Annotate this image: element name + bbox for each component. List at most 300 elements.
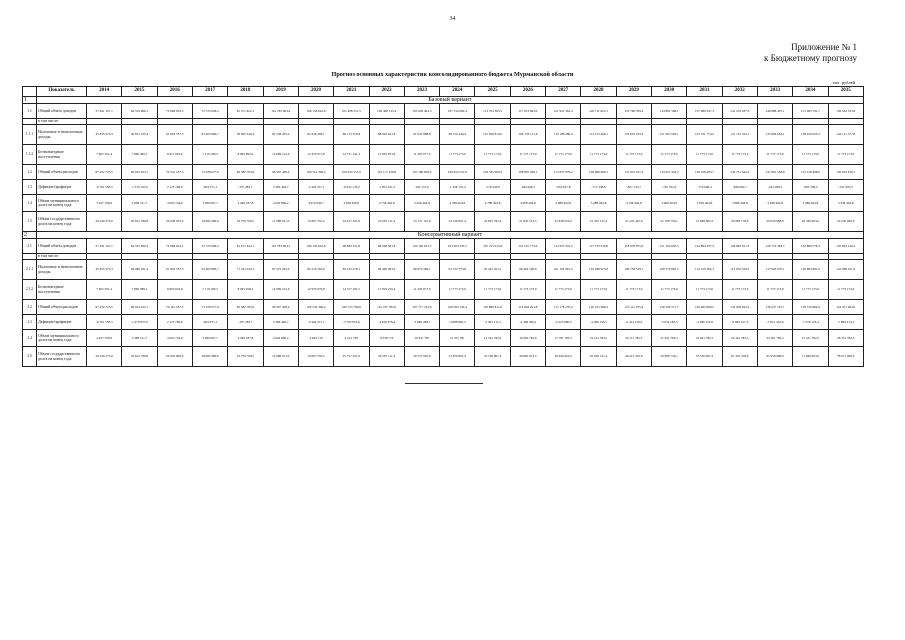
value-cell: 4 093 744,0: [157, 330, 192, 347]
value-cell: 61 843 337,3: [157, 260, 192, 280]
value-cell: 108 954 531,8: [440, 165, 475, 180]
forecast-table: [22, 86, 864, 367]
value-cell: 138 019 625,2: [793, 125, 828, 145]
row-number: 1.1.2: [23, 145, 37, 165]
value-cell: 11 773 173,0: [652, 145, 687, 165]
value-cell: 78 671 000,0: [828, 347, 863, 367]
value-cell: 91 932 888,8: [404, 125, 439, 145]
value-cell: 55 530 907,2: [687, 347, 722, 367]
value-cell: -839 664,7: [722, 180, 757, 195]
value-cell: 57 641 167,1: [87, 239, 122, 254]
value-cell: 4 260 187,8: [228, 330, 263, 347]
value-cell: 21 845 513,5: [510, 212, 545, 232]
table-row: [23, 239, 864, 254]
value-cell: 13 819 276,4: [369, 280, 404, 300]
value-cell: 88 942 041,6: [369, 125, 404, 145]
value-cell: 11 773 173,0: [828, 280, 863, 300]
value-cell: 11 773 173,0: [828, 145, 863, 165]
value-cell: 5 288 404,8: [581, 195, 616, 212]
value-cell: 115 723 536,8: [581, 239, 616, 254]
value-cell: 4 521 736: [334, 330, 369, 347]
value-cell: 61 455 378,0: [722, 347, 757, 367]
table-row: [23, 125, 864, 145]
row-label: в том числе:: [37, 254, 87, 260]
value-cell: -776 226,6: [475, 180, 510, 195]
value-cell: -4 223 060,2: [546, 315, 581, 330]
value-cell: 100 182 812,5: [404, 239, 439, 254]
value-cell: 119 023 193,2: [616, 125, 651, 145]
value-cell: 11 773 173,0: [510, 145, 545, 165]
header-year: 2027: [546, 87, 581, 97]
value-cell: 107 215 915,8: [475, 239, 510, 254]
value-cell: -4 468 509,2: [510, 315, 545, 330]
table-row: [23, 315, 864, 330]
value-cell: 23 137 101,8: [404, 212, 439, 232]
value-cell: 22 601 782,4: [475, 212, 510, 232]
header-year: 2033: [757, 87, 792, 97]
value-cell: 70 541 187,5: [157, 165, 192, 180]
header-year: 2029: [616, 87, 651, 97]
value-cell: 7 605 591,4: [87, 280, 122, 300]
value-cell: 9 911 816,6: [157, 145, 192, 165]
value-cell: -3 866 488,1: [404, 315, 439, 330]
value-cell: 20 650 000,0: [157, 347, 192, 367]
row-label: Налоговые и неналоговые доходы: [37, 125, 87, 145]
value-cell: 95 441 453,1: [475, 260, 510, 280]
value-cell: 42 636 131,4: [581, 347, 616, 367]
value-cell: 139 576 984,6: [793, 300, 828, 315]
value-cell: 5 028 404,8: [404, 195, 439, 212]
value-cell: 17 781 782,5: [546, 330, 581, 347]
value-cell: 14 909 212,6: [263, 280, 298, 300]
value-cell: 21 651 782,5: [652, 330, 687, 347]
value-cell: 27 101 782,5: [793, 330, 828, 347]
header-year: 2021: [334, 87, 369, 97]
value-cell: 107 180 836,2: [404, 165, 439, 180]
value-cell: 11 773 173,0: [616, 280, 651, 300]
value-cell: 98 462 199,6: [510, 260, 545, 280]
value-cell: 11 773 173,0: [581, 280, 616, 300]
value-cell: 16 005 782,6: [510, 330, 545, 347]
annex-line-2: к Бюджетному прогнозу: [764, 53, 857, 63]
value-cell: 125 721 774,2: [687, 125, 722, 145]
value-cell: 29 597 111,4: [369, 347, 404, 367]
value-cell: -245 098,5: [757, 180, 792, 195]
value-cell: -337 283,7: [228, 180, 263, 195]
value-cell: 4 758 404,8: [369, 195, 404, 212]
value-cell: -944 928,1: [510, 180, 545, 195]
value-cell: -3 916 376,4: [369, 315, 404, 330]
header-year: 2018: [228, 87, 263, 97]
value-cell: -1 378 197,0: [122, 180, 157, 195]
value-cell: 66 024 922,1: [122, 300, 157, 315]
value-cell: 12 979 979,8: [298, 280, 333, 300]
row-number: 1.1: [23, 104, 37, 119]
value-cell: 131 131 764,1: [722, 125, 757, 145]
value-cell: 85 226 296,1: [298, 125, 333, 145]
value-cell: 133 790 769,2: [616, 104, 651, 119]
value-cell: 87 219 292,0: [263, 260, 298, 280]
value-cell: 4 626 719: [298, 330, 333, 347]
value-cell: 20 450 000,0: [828, 212, 863, 232]
value-cell: 8 995 892,0: [228, 145, 263, 165]
value-cell: -1 955 221,2: [369, 180, 404, 195]
value-cell: 131 621 911,2: [616, 165, 651, 180]
value-cell: 58 665 546,4: [228, 125, 263, 145]
value-cell: 107 717 232,6: [404, 300, 439, 315]
value-cell: -7 809 413,2: [828, 315, 863, 330]
header-year: 2020: [298, 87, 333, 97]
section-row: [23, 97, 864, 104]
value-cell: 2 927 706,9: [87, 195, 122, 212]
value-cell: -9 791 558,3: [87, 315, 122, 330]
header-year: 2015: [122, 87, 157, 97]
value-cell: 100 723 780,8: [334, 300, 369, 315]
row-label: Общий объем доходов: [37, 104, 87, 119]
value-cell: 141 253 437,3: [722, 104, 757, 119]
value-cell: 24 038 955,0: [157, 212, 192, 232]
value-cell: 3 386 406,7: [263, 315, 298, 330]
value-cell: -821 743,7: [616, 180, 651, 195]
table-row: [23, 280, 864, 300]
section-title: Консервативный вариант: [37, 232, 864, 239]
header-no: [23, 87, 37, 97]
value-cell: 101 782 904,4: [263, 104, 298, 119]
value-cell: 11 773 173,0: [475, 145, 510, 165]
row-number: 1.1.1: [23, 125, 37, 145]
value-cell: 3 238 404,8: [828, 195, 863, 212]
table-row: [23, 195, 864, 212]
value-cell: -3 795 874,6: [334, 315, 369, 330]
value-cell: 4 620 869,2: [263, 195, 298, 212]
footer-divider: [405, 383, 483, 384]
value-cell: 101 197 782,0: [369, 300, 404, 315]
value-cell: 10 651 781: [404, 330, 439, 347]
units-note: тыс. рублей: [832, 80, 855, 85]
value-cell: 106 083 130,4: [440, 300, 475, 315]
value-cell: 24 617 321,9: [334, 212, 369, 232]
value-cell: 106 758 518,1: [616, 260, 651, 280]
row-number: 2.3: [23, 315, 37, 330]
value-cell: 7 605 591,4: [87, 145, 122, 165]
value-cell: 20 652 789,8: [122, 212, 157, 232]
value-cell: 98 397 499,4: [263, 300, 298, 315]
value-cell: 3 818 404,8: [687, 195, 722, 212]
value-cell: 84 409 363,6: [369, 260, 404, 280]
value-cell: 136 237 167,1: [757, 300, 792, 315]
section-title: Базовый вариант: [37, 97, 864, 104]
value-cell: 33 760 807,4: [475, 347, 510, 367]
row-label: Общий объем расходов: [37, 300, 87, 315]
value-cell: 102 460 515,4: [369, 104, 404, 119]
value-cell: -775 338,8: [581, 180, 616, 195]
value-cell: 133 627 433,2: [652, 165, 687, 180]
value-cell: 81 571 422,1: [228, 239, 263, 254]
value-cell: 3 638 404,8: [757, 195, 792, 212]
value-cell: 13 854 973,6: [369, 145, 404, 165]
table-row: [23, 165, 864, 180]
value-cell: 25 301 782,5: [757, 330, 792, 347]
value-cell: -9 791 558,3: [87, 180, 122, 195]
header-year: 2019: [263, 87, 298, 97]
value-cell: -3 888 805,3: [440, 315, 475, 330]
value-cell: -3 302 111,2: [475, 315, 510, 330]
value-cell: 117 913 092,0: [510, 104, 545, 119]
header-year: 2026: [510, 87, 545, 97]
value-cell: 49 831 105,4: [122, 125, 157, 145]
value-cell: 106 534 399,4: [298, 300, 333, 315]
value-cell: 100 635 537,9: [334, 165, 369, 180]
value-cell: -4 386 143,5: [581, 315, 616, 330]
value-cell: 124 894 397,3: [687, 239, 722, 254]
value-cell: 120 883 881,6: [793, 260, 828, 280]
value-cell: 129 716 349,7: [757, 239, 792, 254]
value-cell: 143 471 963,6: [828, 300, 863, 315]
value-cell: 12 355 781: [440, 330, 475, 347]
value-cell: 11 773 173,0: [581, 145, 616, 165]
page-number: 34: [449, 16, 456, 22]
value-cell: 82 580 785,8: [228, 165, 263, 180]
header-year: 2030: [652, 87, 687, 97]
table-row: [23, 145, 864, 165]
value-cell: 83 193 278,1: [334, 260, 369, 280]
value-cell: -6 635 176,2: [334, 180, 369, 195]
value-cell: 101 117 436,8: [369, 165, 404, 180]
value-cell: 7 119 199,5: [192, 280, 227, 300]
value-cell: 71 231 043,3: [228, 260, 263, 280]
value-cell: 28 351 782,5: [828, 330, 863, 347]
value-cell: 81 571 422,1: [228, 104, 263, 119]
value-cell: 45 835 575,3: [87, 125, 122, 145]
value-cell: 122 869 011,6: [828, 260, 863, 280]
header-year: 2017: [192, 87, 227, 97]
value-cell: 7 119 199,5: [192, 145, 227, 165]
value-cell: 3 908 404,8: [652, 195, 687, 212]
value-cell: 7 866 399,7: [122, 145, 157, 165]
value-cell: 13 667 335,2: [298, 212, 333, 232]
row-label: Безвозмездные поступления: [37, 145, 87, 165]
value-cell: 71 849 903,0: [793, 347, 828, 367]
value-cell: 106 514 399,4: [298, 165, 333, 180]
value-cell: 121 931 362,4: [546, 104, 581, 119]
value-cell: 19 759 709,5: [228, 212, 263, 232]
row-label: Налоговые и неналоговые доходы: [37, 260, 87, 280]
value-cell: 11 773 173,0: [687, 280, 722, 300]
value-cell: -1 438 131,4: [440, 180, 475, 195]
value-cell: 11 773 173,0: [757, 280, 792, 300]
value-cell: 30 537 091,8: [404, 347, 439, 367]
value-cell: -5 674 182,3: [652, 315, 687, 330]
value-cell: 2 125 766,8: [157, 180, 192, 195]
value-cell: 3 385 404,7: [263, 180, 298, 195]
value-cell: 21 223 445,6: [616, 212, 651, 232]
value-cell: 72 725 006,2: [192, 239, 227, 254]
value-cell: 82 580 785,8: [228, 300, 263, 315]
value-cell: 24 401 782,5: [722, 330, 757, 347]
value-cell: 4 260 187,8: [228, 195, 263, 212]
value-cell: 86 870 266,1: [404, 260, 439, 280]
value-cell: 101 959 812,0: [475, 125, 510, 145]
value-cell: 117 943 976,1: [757, 260, 792, 280]
row-label: Дефицит/профицит: [37, 180, 87, 195]
value-cell: 11 293 677,3: [404, 145, 439, 165]
value-cell: 4 888 404,8: [546, 195, 581, 212]
value-cell: -603 071,1: [192, 180, 227, 195]
value-cell: -1 478 957,0: [122, 315, 157, 330]
value-cell: 20 626 688,0: [757, 212, 792, 232]
row-number: 2.2: [23, 300, 37, 315]
value-cell: -603 071,1: [192, 315, 227, 330]
value-cell: 45 835 575,3: [87, 260, 122, 280]
value-cell: 14 727 181,5: [334, 280, 369, 300]
row-number: 1.3: [23, 180, 37, 195]
value-cell: 110 890 811,0: [475, 300, 510, 315]
header-year: 2024: [440, 87, 475, 97]
value-cell: 20 983 178,0: [722, 212, 757, 232]
value-cell: 106 178 151,8: [510, 125, 545, 145]
value-cell: 23 126 891,4: [440, 212, 475, 232]
header-year: 2025: [475, 87, 510, 97]
value-cell: 65 958 689,0: [757, 347, 792, 367]
document-title: Прогноз основных характеристик консолидированного бюджета Мурманской области: [331, 71, 574, 78]
row-label: Дефицит/профицит: [37, 315, 87, 330]
value-cell: 3 488 311,7: [122, 330, 157, 347]
value-cell: 4 676 649,7: [298, 195, 333, 212]
value-cell: 96 150 446,4: [440, 125, 475, 145]
table-row: [23, 212, 864, 232]
value-cell: 72 666 954,3: [157, 104, 192, 119]
value-cell: 14 721 141,3: [334, 145, 369, 165]
row-label: Объем муниципального долга на конец года: [37, 330, 87, 347]
value-cell: 110 198 280,4: [546, 125, 581, 145]
value-cell: 14 909 212,6: [263, 145, 298, 165]
row-number: 2.5: [23, 347, 37, 367]
value-cell: 144 131 377,8: [828, 125, 863, 145]
value-cell: 126 892 911,3: [722, 239, 757, 254]
value-cell: 23 097 111,4: [369, 212, 404, 232]
value-cell: -337 283,7: [228, 315, 263, 330]
value-cell: 7 866 388,1: [122, 280, 157, 300]
value-cell: 11 773 173,0: [440, 145, 475, 165]
value-cell: 72 666 954,1: [157, 239, 192, 254]
row-label: Общий объем расходов: [37, 165, 87, 180]
value-cell: 49 489 181,4: [122, 260, 157, 280]
value-cell: 81 238 203,2: [263, 125, 298, 145]
value-cell: 9 903 616,9: [157, 280, 192, 300]
value-cell: 11 773 173,0: [793, 280, 828, 300]
value-cell: 126 766 577,7: [652, 300, 687, 315]
row-number: 2.1: [23, 239, 37, 254]
value-cell: 113 703 365,5: [475, 104, 510, 119]
row-label: Объем муниципального долга на конец года: [37, 195, 87, 212]
value-cell: 108 897 028,1: [510, 165, 545, 180]
value-cell: 12 479 971,8: [298, 145, 333, 165]
value-cell: 2 125 766,8: [157, 315, 192, 330]
value-cell: 18 982 489,0: [192, 347, 227, 367]
value-cell: 20 240 273,0: [87, 347, 122, 367]
value-cell: 11 773 173,0: [510, 280, 545, 300]
table-header-row: [23, 87, 864, 97]
value-cell: 112 955 216,3: [546, 239, 581, 254]
value-cell: 20 652 789,8: [122, 347, 157, 367]
value-cell: -7 079 123,4: [793, 315, 828, 330]
value-cell: 104 535 669,3: [475, 165, 510, 180]
row-label: Общий объем доходов: [37, 239, 87, 254]
value-cell: 8 238 774: [369, 330, 404, 347]
value-cell: -3 442 257,1: [298, 180, 333, 195]
value-cell: 19 667 335,2: [298, 347, 333, 367]
value-cell: 101 181 961,3: [546, 260, 581, 280]
value-cell: 137 989 247,3: [687, 104, 722, 119]
value-cell: 148 888 467,1: [757, 104, 792, 119]
value-cell: 98 048 581,6: [369, 239, 404, 254]
value-cell: 450 155,0: [404, 180, 439, 195]
row-label: Объем государственного долга на конец года: [37, 212, 87, 232]
value-cell: 73 328 077,9: [192, 165, 227, 180]
value-cell: 151 983 791,7: [793, 104, 828, 119]
value-cell: 11 773 173,0: [546, 280, 581, 300]
annex-line-1: Приложение № 1: [791, 42, 857, 52]
section-row: [23, 232, 864, 239]
table-row: [23, 330, 864, 347]
value-cell: 11 773 173,0: [722, 280, 757, 300]
header-year: 2035: [828, 87, 863, 97]
value-cell: 113 070 326,5: [722, 260, 757, 280]
value-cell: -541 893,2: [828, 180, 863, 195]
value-cell: 11 773 173,0: [546, 145, 581, 165]
value-cell: 103 404 333,5: [440, 239, 475, 254]
value-cell: -745 762,9: [652, 180, 687, 195]
row-number: 2.4: [23, 330, 37, 347]
value-cell: 126 086 669,1: [581, 165, 616, 180]
value-cell: 110 235 772,6: [510, 239, 545, 254]
row-number: 1.2: [23, 165, 37, 180]
value-cell: 57 641 167,1: [87, 104, 122, 119]
value-cell: 117 178 276,2: [546, 300, 581, 315]
value-cell: 11 773 173,0: [757, 145, 792, 165]
value-cell: 19 161 782,5: [581, 330, 616, 347]
row-label: в том числе:: [37, 119, 87, 125]
value-cell: 14 988 911,0: [263, 347, 298, 367]
value-cell: 101 208 251,5: [334, 104, 369, 119]
section-number: 2: [23, 232, 37, 239]
value-cell: 3 990 067,7: [192, 330, 227, 347]
value-cell: 21 335 131,4: [581, 212, 616, 232]
value-cell: 38 685 913,5: [510, 347, 545, 367]
table-row: [23, 260, 864, 280]
value-cell: -7 912 452,6: [757, 315, 792, 330]
value-cell: 147 891 568,6: [757, 165, 792, 180]
value-cell: 11 293 677,3: [404, 280, 439, 300]
row-number: 1.5: [23, 212, 37, 232]
value-cell: 4 658 939,0: [334, 195, 369, 212]
value-cell: 63 463 806,7: [192, 125, 227, 145]
value-cell: 120 105 689,2: [581, 300, 616, 315]
value-cell: 4 788 404,8: [440, 195, 475, 212]
row-number: 1.4: [23, 195, 37, 212]
value-cell: 31 870 891,4: [440, 347, 475, 367]
value-cell: 11 773 173,0: [616, 145, 651, 165]
value-cell: 61 843 337,3: [157, 125, 192, 145]
value-cell: 132 899 578,3: [793, 239, 828, 254]
row-label: Безвозмездные поступления: [37, 280, 87, 300]
value-cell: 103 626 443,3: [404, 104, 439, 119]
value-cell: 114 694 291,8: [510, 300, 545, 315]
header-year: 2031: [687, 87, 722, 97]
value-cell: 69 024 923,1: [122, 165, 157, 180]
value-cell: 112 837 879,2: [546, 165, 581, 180]
value-cell: 14 561 782,0: [475, 330, 510, 347]
